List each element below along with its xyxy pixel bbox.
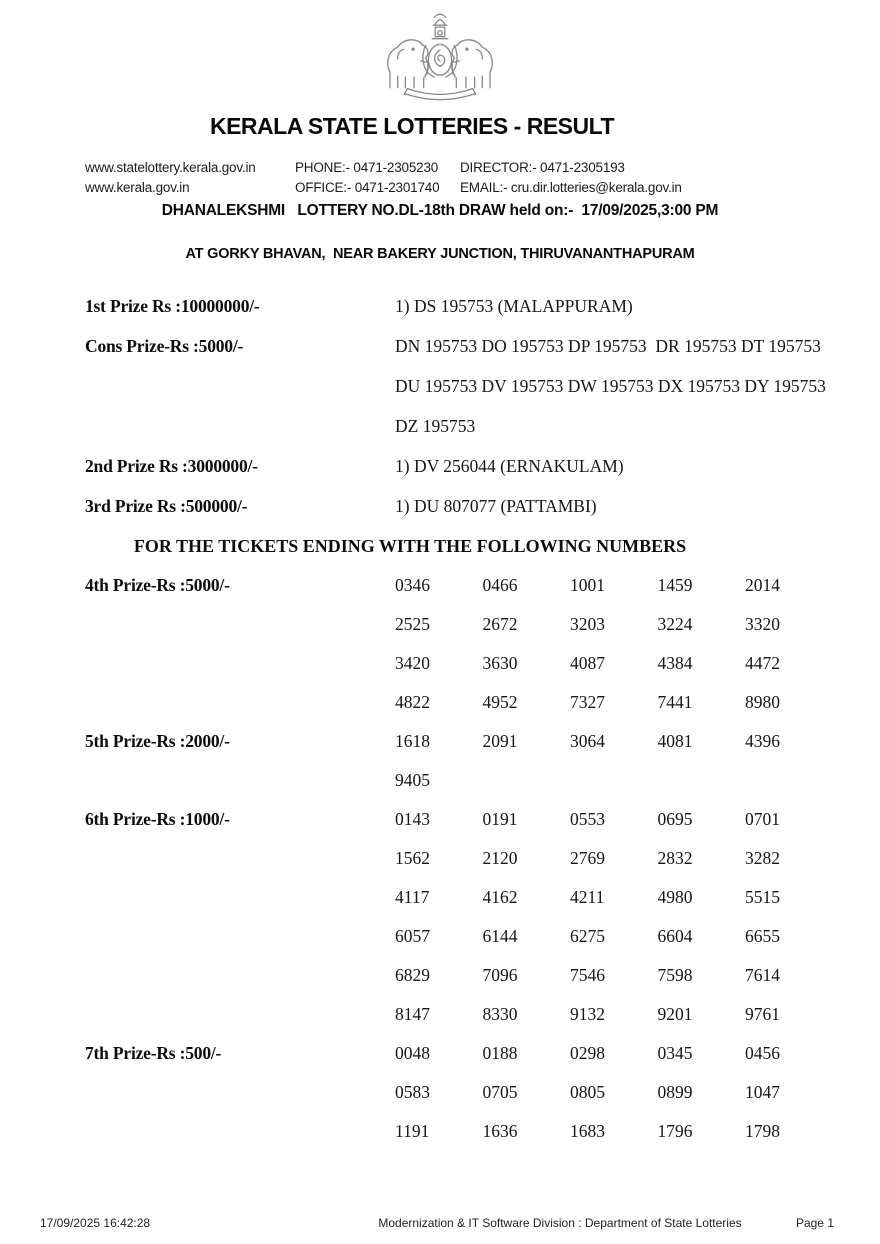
prize-row bbox=[85, 800, 850, 1034]
ticket-number: 3064 bbox=[570, 731, 605, 751]
ticket-number: 4396 bbox=[745, 731, 780, 751]
ticket-number: 1683 bbox=[570, 1121, 605, 1141]
kerala-government-emblem-icon bbox=[381, 5, 499, 105]
ticket-number: 2832 bbox=[657, 848, 693, 868]
ticket-number: 6275 bbox=[570, 926, 605, 946]
ticket-number: 4081 bbox=[657, 731, 693, 751]
winning-number-line: 1) DU 807077 (PATTAMBI) bbox=[395, 496, 597, 516]
prize-label: 4th Prize-Rs :5000/- bbox=[85, 575, 230, 595]
ticket-number: 0466 bbox=[482, 575, 518, 595]
prize-winning-numbers bbox=[395, 286, 830, 326]
director-number: DIRECTOR:- 0471-2305193 bbox=[460, 160, 625, 175]
ticket-number: 6144 bbox=[482, 926, 518, 946]
number-row bbox=[395, 722, 850, 761]
venue-line: AT GORKY BHAVAN, NEAR BAKERY JUNCTION, THIRUVANANTHAPURAM bbox=[185, 246, 695, 262]
number-row bbox=[395, 956, 850, 995]
ticket-number: 2525 bbox=[395, 614, 430, 634]
winning-number-line: DN 195753 DO 195753 DP 195753 DR 195753 DT 195753 bbox=[395, 336, 821, 356]
ticket-number: 1562 bbox=[395, 848, 430, 868]
ticket-number: 0805 bbox=[570, 1082, 605, 1102]
ticket-number: 4087 bbox=[570, 653, 605, 673]
ticket-number: 8147 bbox=[395, 1004, 430, 1024]
number-row bbox=[395, 1112, 850, 1151]
prize-winning-numbers bbox=[395, 326, 830, 446]
ticket-number: 4384 bbox=[657, 653, 693, 673]
number-row bbox=[395, 1073, 850, 1112]
ticket-number: 0188 bbox=[482, 1043, 518, 1063]
winning-number-line: 1) DV 256044 (ERNAKULAM) bbox=[395, 456, 624, 476]
ticket-number: 7546 bbox=[570, 965, 605, 985]
number-row bbox=[395, 683, 850, 722]
top-prizes-section bbox=[85, 286, 830, 526]
ticket-number: 3630 bbox=[482, 653, 518, 673]
ticket-number: 8330 bbox=[482, 1004, 518, 1024]
office-number: OFFICE:- 0471-2301740 bbox=[295, 180, 440, 195]
ticket-number: 1796 bbox=[657, 1121, 693, 1141]
ticket-number: 2120 bbox=[482, 848, 518, 868]
prize-label: 6th Prize-Rs :1000/- bbox=[85, 809, 230, 829]
website-link-kerala: www.kerala.gov.in bbox=[85, 180, 190, 195]
ticket-number: 1798 bbox=[745, 1121, 780, 1141]
ticket-number: 2014 bbox=[745, 575, 780, 595]
prize-label: 2nd Prize Rs :3000000/- bbox=[85, 456, 258, 476]
number-row bbox=[395, 917, 850, 956]
contact-row bbox=[85, 178, 820, 198]
prize-label: 1st Prize Rs :10000000/- bbox=[85, 296, 260, 316]
prize-label: 5th Prize-Rs :2000/- bbox=[85, 731, 230, 751]
number-row bbox=[395, 605, 850, 644]
prize-row bbox=[85, 286, 830, 326]
ticket-number: 7441 bbox=[657, 692, 693, 712]
number-row bbox=[395, 800, 850, 839]
ticket-number: 3420 bbox=[395, 653, 430, 673]
ticket-number: 4822 bbox=[395, 692, 430, 712]
ticket-number: 9132 bbox=[570, 1004, 605, 1024]
ticket-number: 0705 bbox=[482, 1082, 518, 1102]
number-row bbox=[395, 644, 850, 683]
ticket-number: 0695 bbox=[657, 809, 693, 829]
footer-timestamp: 17/09/2025 16:42:28 bbox=[40, 1216, 151, 1230]
footer-page-number: Page 1 bbox=[795, 1216, 834, 1230]
prize-label: 7th Prize-Rs :500/- bbox=[85, 1043, 222, 1063]
number-row bbox=[395, 566, 850, 605]
ticket-number: 0583 bbox=[395, 1082, 430, 1102]
prize-row bbox=[85, 722, 850, 800]
ticket-number: 4162 bbox=[482, 887, 518, 907]
ticket-number: 6829 bbox=[395, 965, 430, 985]
ticket-number: 0346 bbox=[395, 575, 430, 595]
ticket-number: 7096 bbox=[482, 965, 518, 985]
prize-winning-numbers bbox=[395, 486, 830, 526]
ticket-number: 3203 bbox=[570, 614, 605, 634]
prize-number-grid bbox=[395, 566, 850, 722]
ticket-number: 0899 bbox=[657, 1082, 693, 1102]
footer-division-text: Modernization & IT Software Division : Department of State Lotteries bbox=[378, 1216, 742, 1230]
ticket-number: 0048 bbox=[395, 1043, 430, 1063]
ticket-number: 3282 bbox=[745, 848, 780, 868]
prize-number-grid bbox=[395, 722, 850, 800]
prize-row bbox=[85, 566, 850, 722]
ticket-number: 0456 bbox=[745, 1043, 780, 1063]
ticket-number: 6604 bbox=[657, 926, 693, 946]
winning-number-line: DZ 195753 bbox=[395, 416, 476, 436]
prize-winning-numbers bbox=[395, 446, 830, 486]
number-row bbox=[395, 878, 850, 917]
ticket-number: 7614 bbox=[745, 965, 780, 985]
ending-prizes-section bbox=[85, 566, 850, 1151]
ticket-number: 4952 bbox=[482, 692, 518, 712]
page-footer bbox=[0, 1216, 880, 1232]
winning-number-line: DU 195753 DV 195753 DW 195753 DX 195753 DY 195753 bbox=[395, 376, 826, 396]
ticket-number: 2769 bbox=[570, 848, 605, 868]
ticket-number: 8980 bbox=[745, 692, 780, 712]
ticket-number: 3320 bbox=[745, 614, 780, 634]
number-row bbox=[395, 761, 850, 800]
ticket-number: 0553 bbox=[570, 809, 605, 829]
phone-number: PHONE:- 0471-2305230 bbox=[295, 160, 439, 175]
ticket-number: 1001 bbox=[570, 575, 605, 595]
ticket-number: 5515 bbox=[745, 887, 780, 907]
number-row bbox=[395, 839, 850, 878]
ticket-number: 4472 bbox=[745, 653, 780, 673]
ticket-number: 6655 bbox=[745, 926, 780, 946]
number-row bbox=[395, 1034, 850, 1073]
section-heading: FOR THE TICKETS ENDING WITH THE FOLLOWING NUMBERS bbox=[133, 536, 687, 556]
contact-block bbox=[85, 158, 820, 198]
ticket-number: 0298 bbox=[570, 1043, 605, 1063]
draw-title: DHANALEKSHMI LOTTERY NO.DL-18th DRAW held on:- 17/09/2025,3:00 PM bbox=[161, 202, 719, 219]
ticket-number: 4980 bbox=[657, 887, 693, 907]
ticket-number: 1618 bbox=[395, 731, 430, 751]
ticket-number: 0143 bbox=[395, 809, 430, 829]
prize-row bbox=[85, 446, 830, 486]
ticket-number: 0191 bbox=[482, 809, 518, 829]
ticket-number: 1191 bbox=[395, 1121, 430, 1141]
ticket-number: 0701 bbox=[745, 809, 780, 829]
prize-row bbox=[85, 1034, 850, 1151]
ticket-number: 7327 bbox=[570, 692, 605, 712]
ticket-number: 2091 bbox=[482, 731, 518, 751]
prize-row bbox=[85, 326, 830, 446]
email-address: EMAIL:- cru.dir.lotteries@kerala.gov.in bbox=[460, 180, 682, 195]
website-link-statelottery: www.statelottery.kerala.gov.in bbox=[85, 160, 256, 175]
contact-row bbox=[85, 158, 820, 178]
ticket-number: 9761 bbox=[745, 1004, 780, 1024]
ticket-number: 4117 bbox=[395, 887, 430, 907]
ticket-number: 0345 bbox=[657, 1043, 693, 1063]
ticket-number: 1047 bbox=[745, 1082, 780, 1102]
winning-number-line: 1) DS 195753 (MALAPPURAM) bbox=[395, 296, 633, 316]
ticket-number: 7598 bbox=[657, 965, 693, 985]
ticket-number: 1636 bbox=[482, 1121, 518, 1141]
ticket-number: 9405 bbox=[395, 770, 430, 790]
prize-label: Cons Prize-Rs :5000/- bbox=[85, 336, 244, 356]
prize-number-grid bbox=[395, 800, 850, 1034]
number-row bbox=[395, 995, 850, 1034]
ticket-number: 1459 bbox=[657, 575, 693, 595]
ticket-number: 4211 bbox=[570, 887, 605, 907]
prize-number-grid bbox=[395, 1034, 850, 1151]
prize-label: 3rd Prize Rs :500000/- bbox=[85, 496, 248, 516]
ticket-number: 2672 bbox=[482, 614, 518, 634]
page-title: KERALA STATE LOTTERIES - RESULT bbox=[209, 113, 615, 139]
ticket-number: 3224 bbox=[657, 614, 693, 634]
emblem-container bbox=[0, 0, 880, 108]
ticket-number: 6057 bbox=[395, 926, 430, 946]
prize-row bbox=[85, 486, 830, 526]
ticket-number: 9201 bbox=[657, 1004, 693, 1024]
